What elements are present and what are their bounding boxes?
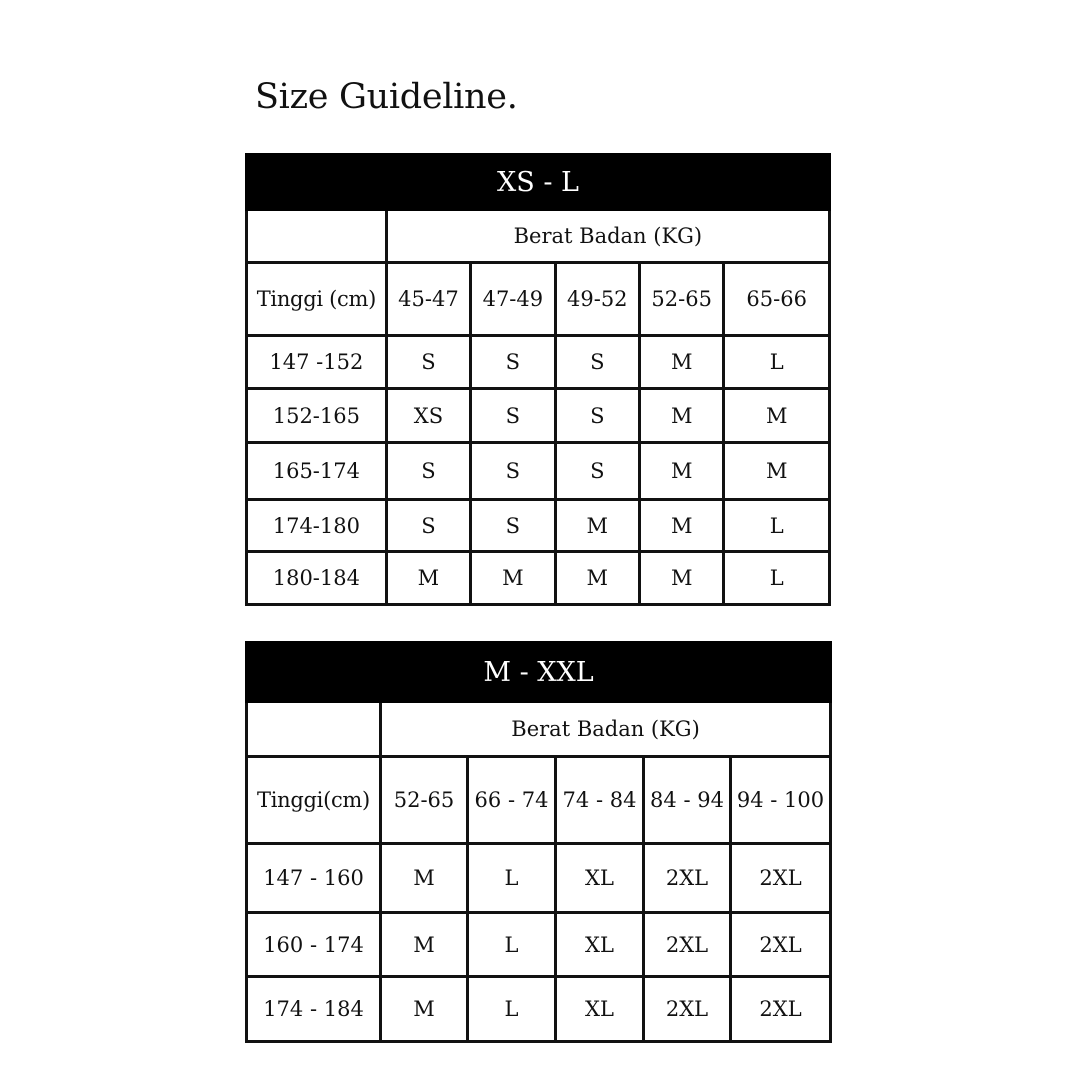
table-row bbox=[247, 336, 830, 389]
size-cell: 2XL bbox=[644, 913, 731, 977]
weight-header: Berat Badan (KG) bbox=[386, 210, 829, 263]
size-cell: L bbox=[724, 500, 830, 552]
height-range-cell: 147 -152 bbox=[247, 336, 387, 389]
size-cell: S bbox=[471, 336, 555, 389]
table-row bbox=[247, 552, 830, 605]
weight-range-cell: 84 - 94 bbox=[644, 757, 731, 844]
size-table-xs-l bbox=[245, 153, 831, 606]
size-cell: S bbox=[471, 443, 555, 500]
height-range-cell: 174 - 184 bbox=[247, 977, 381, 1042]
size-cell: S bbox=[386, 500, 470, 552]
table-heading: XS - L bbox=[247, 155, 830, 210]
weight-range-cell: 66 - 74 bbox=[468, 757, 556, 844]
weight-range-cell: 65-66 bbox=[724, 263, 830, 336]
size-cell: M bbox=[555, 500, 639, 552]
height-range-cell: 180-184 bbox=[247, 552, 387, 605]
size-cell: L bbox=[468, 844, 556, 913]
size-cell: S bbox=[386, 336, 470, 389]
size-table-m-xxl bbox=[245, 641, 832, 1043]
weight-range-cell: 52-65 bbox=[381, 757, 468, 844]
size-cell: 2XL bbox=[644, 977, 731, 1042]
height-range-cell: 174-180 bbox=[247, 500, 387, 552]
size-cell: M bbox=[381, 977, 468, 1042]
empty-corner-cell bbox=[247, 210, 387, 263]
size-cell: M bbox=[639, 336, 723, 389]
size-cell: 2XL bbox=[644, 844, 731, 913]
size-cell: S bbox=[555, 443, 639, 500]
size-cell: L bbox=[724, 336, 830, 389]
size-cell: L bbox=[468, 977, 556, 1042]
weight-range-cell: 45-47 bbox=[386, 263, 470, 336]
size-cell: M bbox=[381, 913, 468, 977]
size-cell: L bbox=[468, 913, 556, 977]
size-cell: M bbox=[381, 844, 468, 913]
weight-header: Berat Badan (KG) bbox=[381, 702, 831, 757]
height-header: Tinggi(cm) bbox=[247, 757, 381, 844]
size-cell: XL bbox=[556, 844, 644, 913]
table-row bbox=[247, 977, 831, 1042]
size-cell: 2XL bbox=[731, 844, 831, 913]
size-cell: M bbox=[639, 443, 723, 500]
size-cell: M bbox=[639, 552, 723, 605]
size-cell: M bbox=[724, 443, 830, 500]
weight-range-cell: 52-65 bbox=[639, 263, 723, 336]
size-cell: L bbox=[724, 552, 830, 605]
size-cell: M bbox=[724, 389, 830, 443]
weight-range-cell: 74 - 84 bbox=[556, 757, 644, 844]
size-cell: XL bbox=[556, 913, 644, 977]
table-row bbox=[247, 443, 830, 500]
height-range-cell: 160 - 174 bbox=[247, 913, 381, 977]
size-cell: M bbox=[555, 552, 639, 605]
height-range-cell: 165-174 bbox=[247, 443, 387, 500]
size-cell: M bbox=[639, 389, 723, 443]
height-range-cell: 152-165 bbox=[247, 389, 387, 443]
size-cell: XS bbox=[386, 389, 470, 443]
empty-corner-cell bbox=[247, 702, 381, 757]
weight-range-cell: 94 - 100 bbox=[731, 757, 831, 844]
height-range-cell: 147 - 160 bbox=[247, 844, 381, 913]
weight-range-cell: 47-49 bbox=[471, 263, 555, 336]
size-cell: S bbox=[555, 389, 639, 443]
page-title: Size Guideline. bbox=[255, 77, 518, 117]
table-row bbox=[247, 844, 831, 913]
height-header: Tinggi (cm) bbox=[247, 263, 387, 336]
table-row bbox=[247, 500, 830, 552]
size-cell: S bbox=[386, 443, 470, 500]
size-cell: S bbox=[471, 389, 555, 443]
table-heading: M - XXL bbox=[247, 643, 831, 702]
size-cell: M bbox=[639, 500, 723, 552]
size-cell: S bbox=[471, 500, 555, 552]
size-cell: M bbox=[386, 552, 470, 605]
size-cell: M bbox=[471, 552, 555, 605]
weight-range-cell: 49-52 bbox=[555, 263, 639, 336]
size-cell: 2XL bbox=[731, 977, 831, 1042]
table-row bbox=[247, 913, 831, 977]
size-cell: 2XL bbox=[731, 913, 831, 977]
size-cell: S bbox=[555, 336, 639, 389]
size-cell: XL bbox=[556, 977, 644, 1042]
table-row bbox=[247, 389, 830, 443]
